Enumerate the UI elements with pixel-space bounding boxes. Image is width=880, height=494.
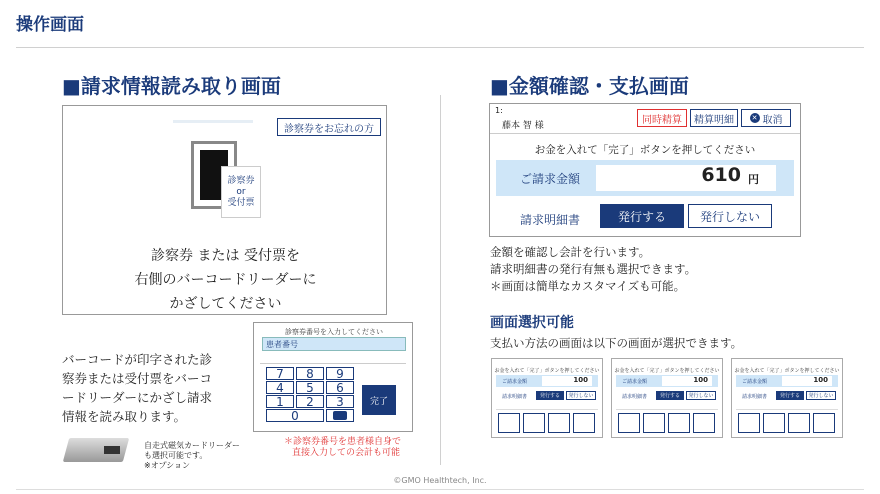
- red-note-line: 直接入力しての会計も可能: [292, 448, 401, 458]
- payment-screen: [489, 103, 801, 237]
- instruction-line-2: 右側のバーコードリーダーに: [134, 272, 317, 288]
- top-line: [173, 120, 253, 123]
- thumb-prompt: お金を入れて「完了」ボタンを押してください: [494, 368, 600, 374]
- keypad-screen: [253, 322, 413, 432]
- footer-copyright: ©GMO Healthtech, Inc.: [393, 476, 487, 485]
- reader-note-line: 自走式磁気カードリーダー: [144, 441, 240, 450]
- thumb-amount: 100: [662, 376, 712, 386]
- backspace-icon: [333, 411, 347, 420]
- header-divider: [16, 47, 864, 48]
- desc-line: 察券または受付票をバーコ: [62, 371, 213, 386]
- right-desc-line: 金額を確認し会計を行います。: [490, 245, 651, 259]
- thumb-amount: 100: [542, 376, 592, 386]
- thumb-issue: 発行する: [656, 391, 684, 400]
- reader-note-line: ※オプション: [144, 461, 190, 470]
- thumb-amount-label: ご請求金額: [622, 379, 648, 385]
- thumb-invoice: 請求明細書: [742, 394, 768, 400]
- key-0[interactable]: 0: [266, 409, 324, 422]
- payment-detail-button[interactable]: 精算明細: [690, 109, 738, 127]
- patient-number-label: 患者番号: [266, 340, 298, 349]
- thumb-invoice: 請求明細書: [502, 394, 528, 400]
- right-description: [490, 244, 696, 295]
- close-icon: ✕: [750, 113, 760, 123]
- thumb-invoice: 請求明細書: [622, 394, 648, 400]
- desc-line: バーコードが印字された診: [62, 352, 213, 367]
- instruction-line-1: 診察券 または 受付票を: [151, 248, 300, 264]
- red-note: [284, 437, 401, 459]
- right-desc-line: ＊画面は簡単なカスタマイズも可能。: [490, 279, 686, 293]
- screen-thumbnail-3[interactable]: [731, 358, 843, 438]
- desc-line: 情報を読み取ります。: [62, 409, 187, 424]
- thumb-issue: 発行する: [536, 391, 564, 400]
- amount-value: 610: [701, 164, 741, 186]
- backspace-key[interactable]: [326, 409, 354, 422]
- done-key[interactable]: 完了: [362, 385, 396, 415]
- desc-line: ードリーダーにかざし請求: [62, 390, 213, 405]
- thumb-amount: 100: [782, 376, 832, 386]
- instruction-line-3: かざしてください: [169, 296, 282, 312]
- amount-label: ご請求金額: [520, 172, 581, 186]
- screen-thumbnail-2[interactable]: [611, 358, 723, 438]
- invoice-label: 請求明細書: [520, 213, 581, 227]
- right-section-title: ■金額確認・支払画面: [490, 74, 689, 98]
- key-9[interactable]: 9: [326, 367, 354, 380]
- simultaneous-payment-button[interactable]: 同時精算: [637, 109, 687, 127]
- footer-divider: [16, 489, 864, 490]
- thumb-amount-label: ご請求金額: [742, 379, 768, 385]
- card-slip-icon: [221, 166, 261, 218]
- or-label: or: [236, 186, 246, 197]
- keypad-title: 診察券番号を入力してください: [285, 328, 383, 336]
- key-7[interactable]: 7: [266, 367, 294, 380]
- key-8[interactable]: 8: [296, 367, 324, 380]
- cancel-label: 取消: [762, 114, 783, 126]
- thumb-issue: 発行する: [776, 391, 804, 400]
- thumb-amount-label: ご請求金額: [502, 379, 528, 385]
- right-desc-line: 請求明細書の発行有無も選択できます。: [490, 262, 697, 276]
- forgot-card-button[interactable]: 診察券をお忘れの方: [277, 118, 381, 136]
- thumb-no-issue: 発行しない: [566, 391, 596, 400]
- patient-no: 1:: [495, 106, 503, 115]
- screen-thumbnail-1[interactable]: [491, 358, 603, 438]
- reader-note-line: も選択可能です。: [144, 451, 208, 460]
- key-4[interactable]: 4: [266, 381, 294, 394]
- left-section-title: ■請求情報読み取り画面: [62, 74, 281, 98]
- barcode-read-screen: [62, 105, 387, 315]
- thumb-no-issue: 発行しない: [806, 391, 836, 400]
- amount-row: [496, 160, 794, 196]
- patient-name: 藤本 智 様: [502, 121, 544, 131]
- page-title: 操作画面: [16, 15, 84, 35]
- slip-label: 受付票: [227, 197, 255, 208]
- column-divider: [440, 95, 441, 465]
- key-5[interactable]: 5: [296, 381, 324, 394]
- thumb-prompt: お金を入れて「完了」ボタンを押してください: [614, 368, 720, 374]
- issue-button[interactable]: 発行する: [600, 204, 684, 228]
- sub-title: 画面選択可能: [490, 315, 574, 331]
- card-label: 診察券: [227, 175, 255, 186]
- red-note-line: ＊診察券番号を患者様自身で: [284, 437, 402, 447]
- key-6[interactable]: 6: [326, 381, 354, 394]
- key-2[interactable]: 2: [296, 395, 324, 408]
- payment-prompt: お金を入れて「完了」ボタンを押してください: [534, 144, 756, 156]
- card-reader-device-icon: [66, 432, 130, 468]
- no-issue-button[interactable]: 発行しない: [688, 204, 772, 228]
- sub-description: 支払い方法の画面は以下の画面が選択できます。: [490, 336, 743, 350]
- amount-unit: 円: [748, 173, 759, 186]
- reader-note: [144, 441, 240, 471]
- thumb-no-issue: 発行しない: [686, 391, 716, 400]
- left-description: [62, 350, 212, 426]
- thumb-prompt: お金を入れて「完了」ボタンを押してください: [734, 368, 840, 374]
- cancel-button[interactable]: [741, 109, 791, 127]
- key-3[interactable]: 3: [326, 395, 354, 408]
- key-1[interactable]: 1: [266, 395, 294, 408]
